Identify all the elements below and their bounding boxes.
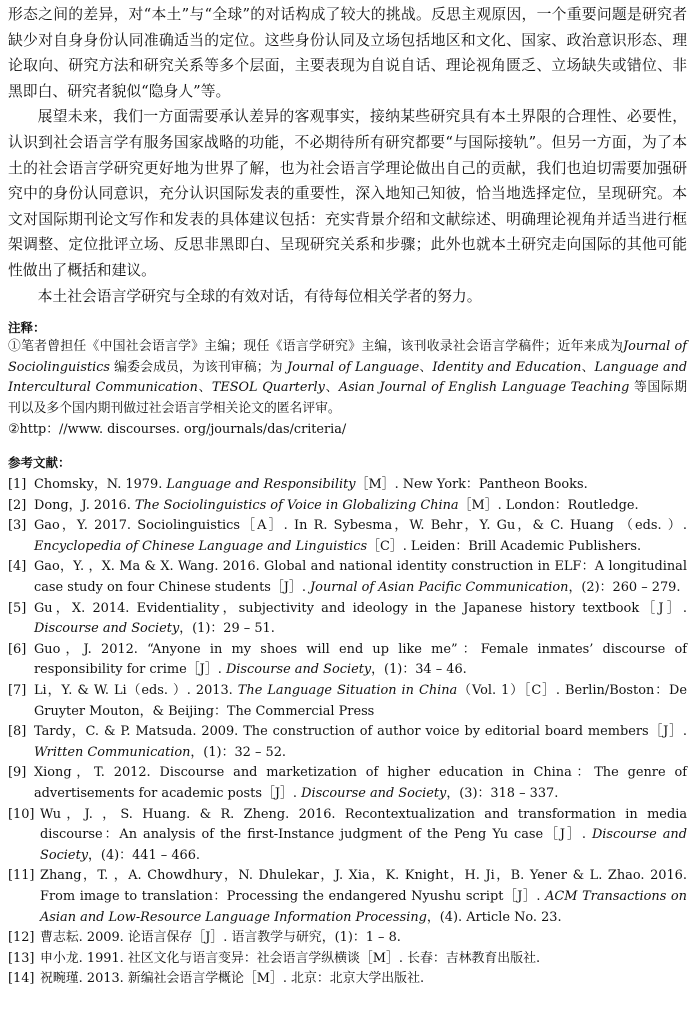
reference-item: [14] 祝畹瑾. 2013. 新编社会语言学概论［M］. 北京：北京大学出版社.	[8, 971, 425, 987]
reference-item: [2] Dong，J. 2016. The Sociolinguistics of Voice in Globalizing China［M］. London：Routledge.	[8, 497, 639, 513]
reference-list	[8, 475, 687, 990]
notes-heading: 注释：	[8, 320, 46, 336]
body-paragraph-2: 展望未来，我们一方面需要承认差异的客观事实，接纳某些研究具有本土界限的合理性、必要性，认识到社会语言学有服务国家战略的功能，不必期待所有研究都要“与国际接轨”。但另一方面，为了本土的社会语言学研究更好地为世界了解，也为社会语言学理论做出自己的贡献，我们也迫切需要加强研究中的身份认同意识，充分认识国际发表的重要性，深入地知己知彼，恰当地选择定位，呈现研究。本文对国际期刊论文写作和发表的具体建议包括：充实背景介绍和文献综述、明确理论视角并适当进行框架调整、定位批评立场、反思非黑即白、呈现研究关系和步骤；此外也就本土研究走向国际的其他可能性做出了概括和建议。	[8, 108, 687, 279]
reference-item: [5] Gu，X. 2014. Evidentiality，subjectivity and ideology in the Japanese history textbook［J］. Discourse and Society，(1)：29 – 51.	[8, 600, 687, 637]
reference-item: [11] Zhang，T. ，A. Chowdhury，N. Dhulekar，J. Xia，K. Knight，H. Ji，B. Yener & L. Zhao. 2016. From image to translation：Processing the endangered Nyushu script［J］. ACM Transactions on Asian and Low-Resource Language Information Processing，(4). Article No. 23.	[8, 868, 687, 925]
reference-item: [13] 申小龙. 1991. 社区文化与语言变异：社会语言学纵横谈［M］. 长春：吉林教育出版社.	[8, 950, 541, 966]
reference-item: [6] Guo，J. 2012. “Anyone in my shoes will end up like me”：Female inmates’ discourse of responsibility for crime［J］. Discourse and Society，(1)：34 – 46.	[8, 641, 687, 678]
body-paragraph-1: 形态之间的差异，对“本土”与“全球”的对话构成了较大的挑战。反思主观原因，一个重要问题是研究者缺少对自身身份认同准确适当的定位。这些身份认同及立场包括地区和文化、国家、政治意识形态、理论取向、研究方法和研究关系等多个层面，主要表现为自说自话、理论视角匮乏、立场缺失或错位、非黑即白、研究者貌似“隐身人”等。	[8, 6, 687, 100]
reference-item: [3] Gao，Y. 2017. Sociolinguistics［A］. In R. Sybesma，W. Behr，Y. Gu，& C. Huang （eds. ）. Encyclopedia of Chinese Language and Linguistics［C］. Leiden：Brill Academic Publishers.	[8, 518, 687, 554]
references-heading: 参考文献：	[8, 455, 71, 471]
note-1: ①笔者曾担任《中国社会语言学》主编；现任《语言学研究》主编，该刊收录社会语言学稿件；近年来成为Journal of Sociolinguistics 编委会成员，为该刊审稿；为 Journal of Language、Identity and Education、Language and Intercultural Communication、TESOL Quarterly、Asian Journal of English Language Teaching 等国际期刊以及多个国内期刊做过社会语言学相关论文的匿名评审。	[8, 339, 688, 416]
reference-item: [10] Wu，J. ，S. Huang. & R. Zheng. 2016. Recontextualization and transformation in media discourse：An analysis of the first-Instance judgment of the Peng Yu case［J］. Discourse and Society，(4)：441 – 466.	[8, 806, 687, 863]
reference-item: [4] Gao，Y. ，X. Ma & X. Wang. 2016. Global and national identity construction in ELF：A longitudinal case study on four Chinese students［J］. Journal of Asian Pacific Communication，(2)：260 – 279.	[8, 559, 687, 596]
note-2: ②http：//www. discourses. org/journals/das/criteria/	[8, 421, 347, 437]
body-text	[8, 2, 687, 309]
reference-item: [9] Xiong，T. 2012. Discourse and marketization of higher education in China：The genre of advertisements for academic posts［J］. Discourse and Society，(3)：318 – 337.	[8, 765, 687, 801]
reference-item: [1] Chomsky，N. 1979. Language and Responsibility［M］. New York：Pantheon Books.	[8, 477, 588, 493]
reference-item: [12] 曹志耘. 2009. 论语言保存［J］. 语言教学与研究，(1)：1 – 8.	[8, 930, 401, 946]
reference-item: [8] Tardy，C. & P. Matsuda. 2009. The construction of author voice by editorial board members［J］. Written Communication，(1)：32 – 52.	[8, 724, 687, 760]
body-paragraph-3: 本土社会语言学研究与全球的有效对话，有待每位相关学者的努力。	[37, 287, 482, 305]
reference-item: [7] Li，Y. & W. Li（eds. ）. 2013. The Language Situation in China（Vol. 1）［C］. Berlin/Boston：De Gruyter Mouton，& Beijing：The Commercial Press	[8, 683, 687, 719]
